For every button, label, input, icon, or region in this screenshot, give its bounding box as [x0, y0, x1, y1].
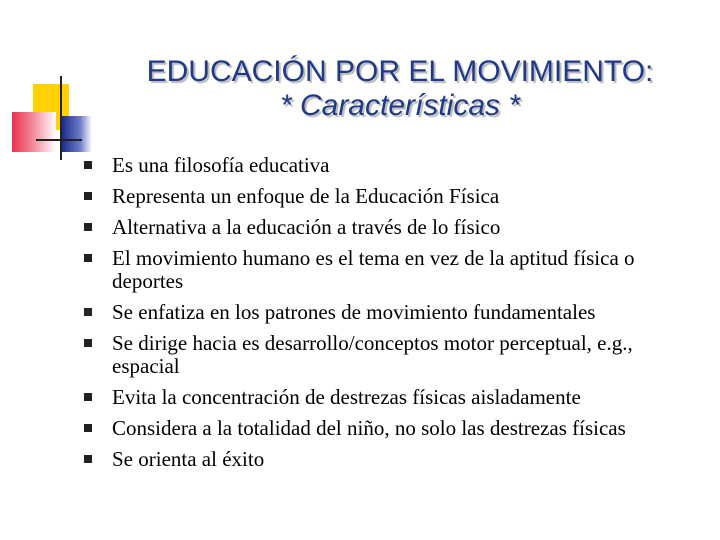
square-bullet-icon — [84, 455, 92, 463]
square-bullet-icon — [84, 192, 92, 200]
list-item-text: Representa un enfoque de la Educación Física — [112, 184, 500, 208]
list-item — [84, 154, 704, 177]
list-item — [84, 216, 704, 239]
list-item-text: Se enfatiza en los patrones de movimiento fundamentales — [112, 300, 596, 324]
list-item-text: Alternativa a la educación a través de lo físico — [112, 215, 501, 239]
square-bullet-icon — [84, 254, 92, 262]
square-bullet-icon — [84, 339, 92, 347]
decor-horizontal-line — [36, 139, 82, 141]
decor-red-square — [12, 112, 56, 152]
list-item — [84, 247, 704, 293]
list-item — [84, 301, 704, 324]
square-bullet-icon — [84, 308, 92, 316]
list-item-text: Se dirige hacia es desarrollo/conceptos motor perceptual, e.g., espacial — [112, 331, 633, 378]
title-line-2: * Características * — [279, 89, 521, 122]
square-bullet-icon — [84, 223, 92, 231]
bullet-list — [84, 154, 704, 479]
slide-title — [100, 55, 700, 123]
square-bullet-icon — [84, 424, 92, 432]
list-item-text: Considera a la totalidad del niño, no solo las destrezas físicas — [112, 416, 626, 440]
list-item-text: Evita la concentración de destrezas físicas aisladamente — [112, 385, 581, 409]
list-item-text: El movimiento humano es el tema en vez de la aptitud física o deportes — [112, 246, 635, 293]
list-item — [84, 332, 704, 378]
list-item — [84, 417, 704, 440]
decor-blue-square — [62, 116, 92, 152]
list-item — [84, 185, 704, 208]
decor-vertical-line — [60, 76, 62, 160]
list-item-text: Es una filosofía educativa — [112, 153, 330, 177]
list-item — [84, 386, 704, 409]
list-item-text: Se orienta al éxito — [112, 447, 265, 471]
list-item — [84, 448, 704, 471]
square-bullet-icon — [84, 161, 92, 169]
square-bullet-icon — [84, 393, 92, 401]
title-line-1: EDUCACIÓN POR EL MOVIMIENTO: — [146, 55, 654, 88]
